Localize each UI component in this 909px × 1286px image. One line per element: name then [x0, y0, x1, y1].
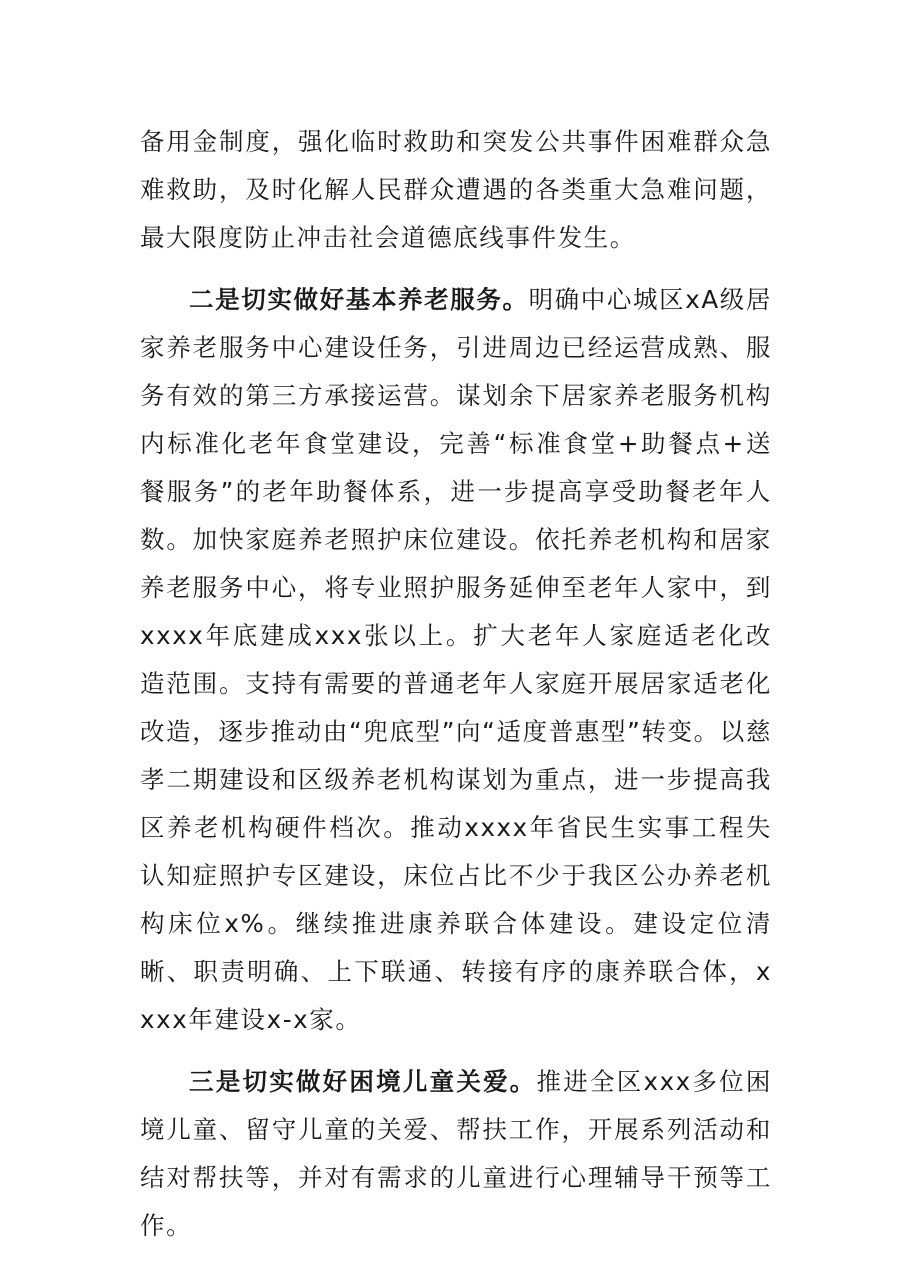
- paragraph-text: 明确中心城区xA级居家养老服务中心建设任务，引进周边已经运营成熟、服务有效的第三方承接运营。谋划余下居家养老服务机构内标准化老年食堂建设，完善“标准食堂+助餐点+送餐服务”的老年助餐体系，进一步提高享受助餐老年人数。加快家庭养老照护床位建设。依托养老机构和居家养老服务中心，将专业照护服务延伸至老年人家中，到xxxx年底建成xxx张以上。扩大老年人家庭适老化改造范围。支持有需要的普通老年人家庭开展居家适老化改造，逐步推动由“兜底型”向“适度普惠型”转变。以慈孝二期建设和区级养老机构谋划为重点，进一步提高我区养老机构硬件档次。推动xxxx年省民生实事工程失认知症照护专区建设，床位占比不少于我区公办养老机构床位x%。继续推进康养联合体建设。建设定位清晰、职责明确、上下联通、转接有序的康养联合体，xxxx年建设x-x家。: [140, 285, 772, 1034]
- paragraph-heading: 二是切实做好基本养老服务。: [189, 285, 529, 314]
- paragraph-elderly-care: [140, 276, 772, 1044]
- document-body: [140, 118, 772, 1250]
- paragraph-relief-fund: [140, 118, 772, 262]
- paragraph-heading: 三是切实做好困境儿童关爱。: [189, 1067, 537, 1096]
- paragraph-children-care: [140, 1058, 772, 1250]
- paragraph-text: 备用金制度，强化临时救助和突发公共事件困难群众急难救助，及时化解人民群众遭遇的各类重大急难问题，最大限度防止冲击社会道德底线事件发生。: [140, 127, 772, 252]
- paragraph-text: 推进全区xxx多位困境儿童、留守儿童的关爱、帮扶工作，开展系列活动和结对帮扶等，并对有需求的儿童进行心理辅导干预等工作。: [140, 1067, 772, 1240]
